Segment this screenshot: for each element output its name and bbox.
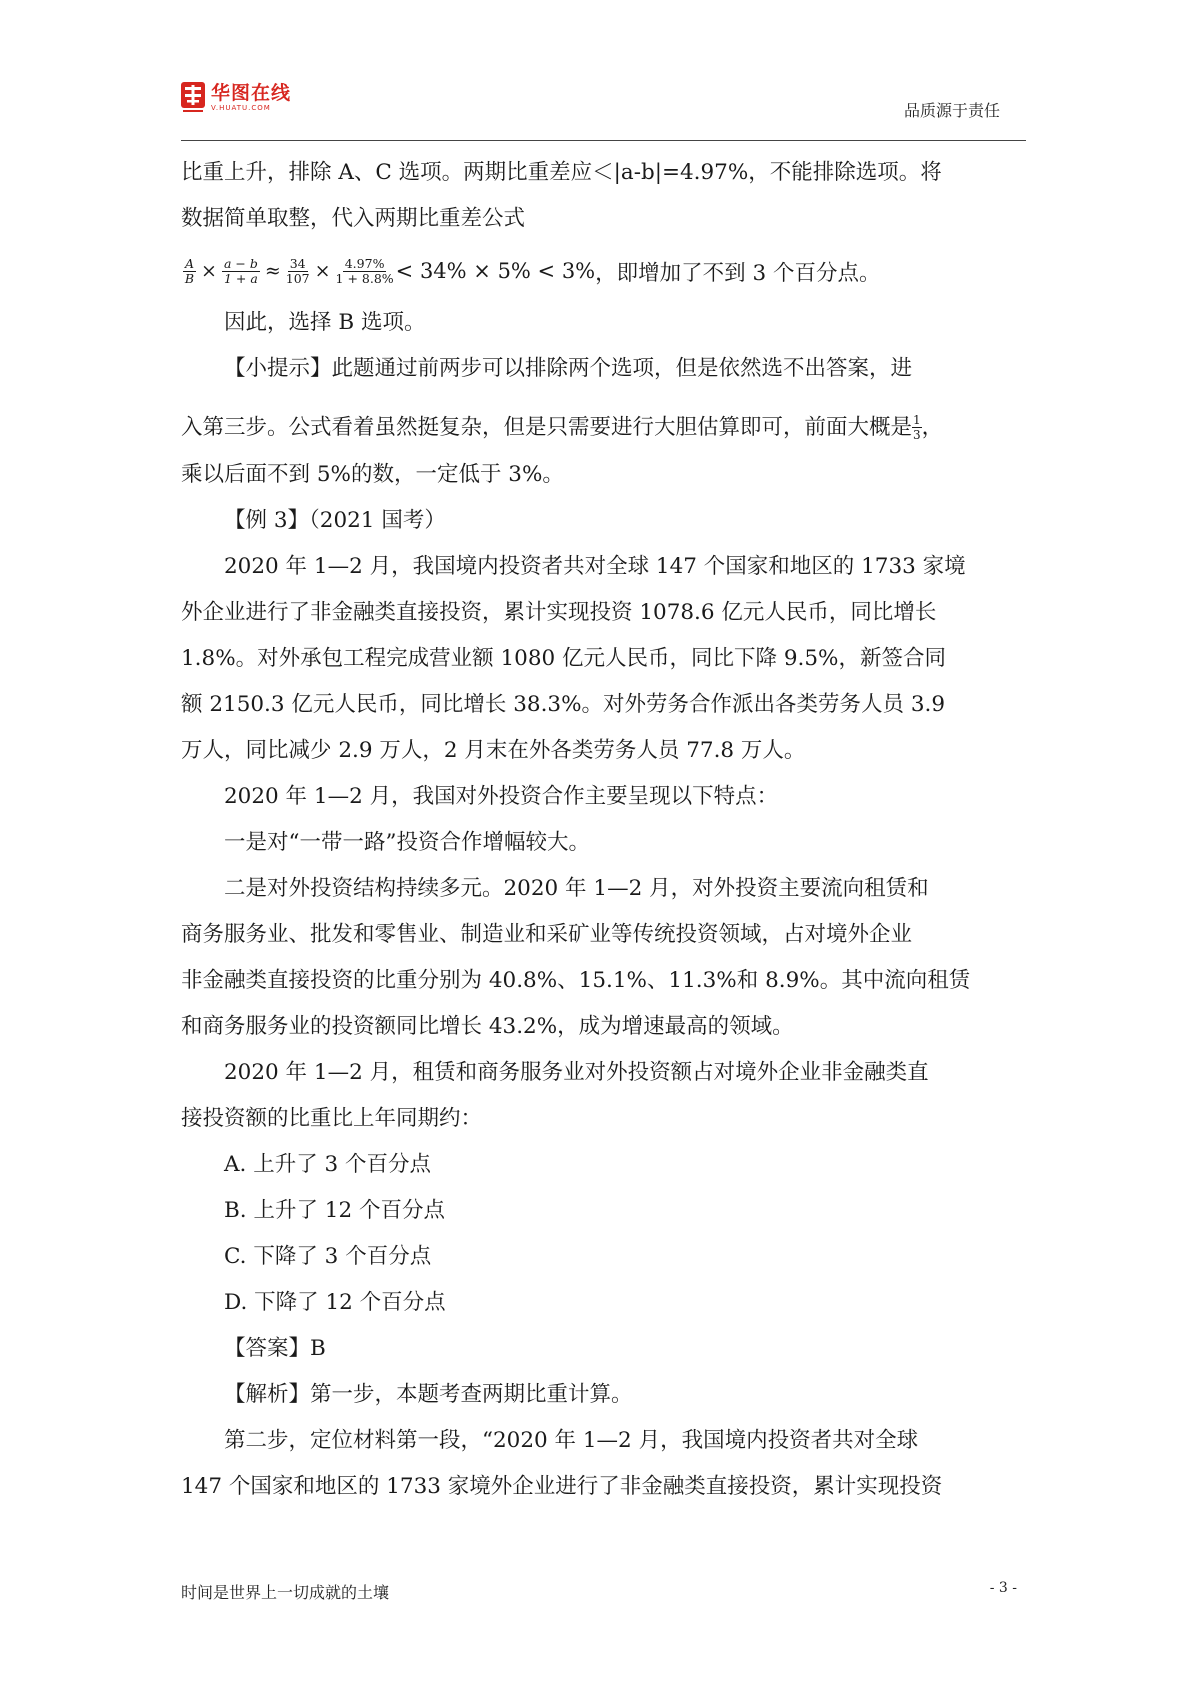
- text-line: 乘以后面不到 5%的数，一定低于 3%。: [181, 462, 564, 487]
- logo-url: V.HUATU.COM: [211, 104, 271, 112]
- times-symbol: ×: [201, 260, 217, 282]
- text-line: 因此，选择 B 选项。: [224, 310, 426, 335]
- fraction: [286, 257, 310, 286]
- times-symbol: ×: [314, 260, 331, 282]
- text-line: 2020 年 1—2 月，我国对外投资合作主要呈现以下特点：: [224, 784, 779, 809]
- fraction-denominator: 3: [913, 428, 921, 442]
- text-line: 二是对外投资结构持续多元。2020 年 1—2 月，对外投资主要流向租赁和: [224, 876, 929, 901]
- text-span: ，: [921, 415, 944, 440]
- fraction-denominator: 1 + a: [223, 270, 258, 286]
- text-line: 万人，同比减少 2.9 万人，2 月末在外各类劳务人员 77.8 万人。: [181, 738, 806, 763]
- approx-symbol: ≈: [264, 260, 281, 282]
- question-stem: 接投资额的比重比上年同期约：: [181, 1106, 483, 1131]
- huatu-logo: [181, 82, 291, 114]
- option-d: D. 下降了 12 个百分点: [224, 1290, 446, 1315]
- text-line: 额 2150.3 亿元人民币，同比增长 38.3%。对外劳务合作派出各类劳务人员 3.9: [181, 692, 946, 717]
- fraction: [222, 257, 260, 286]
- option-a: A. 上升了 3 个百分点: [224, 1152, 432, 1177]
- formula-tail: < 34% × 5% < 3%: [395, 259, 596, 283]
- fraction-numerator: a − b: [223, 255, 258, 271]
- fraction-numerator: 4.97%: [344, 255, 385, 271]
- tip-line: 【小提示】此题通过前两步可以排除两个选项，但是依然选不出答案，进: [224, 356, 913, 381]
- text-line: 第二步，定位材料第一段，“2020 年 1—2 月，我国境内投资者共对全球: [224, 1428, 919, 1453]
- huatu-logo-icon: [181, 82, 205, 114]
- fraction-numerator: 34: [289, 255, 306, 271]
- footer-motto: 时间是世界上一切成就的土壤: [181, 1583, 390, 1602]
- logo-name: 华图在线: [211, 82, 292, 104]
- question-stem: 2020 年 1—2 月，租赁和商务服务业对外投资额占对境外企业非金融类直: [224, 1060, 929, 1085]
- page-number: - 3 -: [989, 1580, 1017, 1596]
- formula-suffix: ，即增加了不到 3 个百分点。: [595, 260, 881, 286]
- analysis-line: 【解析】第一步，本题考查两期比重计算。: [224, 1382, 633, 1407]
- fraction: [912, 413, 922, 442]
- page-header: [181, 78, 1026, 140]
- document-body: [181, 150, 1021, 1510]
- text-line: 一是对“一带一路”投资合作增幅较大。: [224, 830, 590, 855]
- text-line: 和商务服务业的投资额同比增长 43.2%，成为增速最高的领域。: [181, 1014, 794, 1039]
- text-line: 外企业进行了非金融类直接投资，累计实现投资 1078.6 亿元人民币，同比增长: [181, 600, 937, 625]
- text-line: 商务服务业、批发和零售业、制造业和采矿业等传统投资领域，占对境外企业: [181, 922, 913, 947]
- text-span: 入第三步。公式看着虽然挺复杂，但是只需要进行大胆估算即可，前面大概是: [181, 415, 913, 440]
- fraction: [183, 257, 196, 286]
- example-heading: 【例 3】（2021 国考）: [224, 508, 446, 533]
- fraction-denominator: 1 + 8.8%: [335, 270, 394, 286]
- text-line: 1.8%。对外承包工程完成营业额 1080 亿元人民币，同比下降 9.5%，新签合同: [181, 646, 946, 671]
- fraction-numerator: 1: [913, 413, 921, 427]
- header-divider: [181, 140, 1026, 141]
- text-line: 比重上升，排除 A、C 选项。两期比重差应＜|a-b|=4.97%，不能排除选项。将: [181, 160, 942, 185]
- text-line: 2020 年 1—2 月，我国境内投资者共对全球 147 个国家和地区的 1733 家境: [224, 554, 966, 579]
- text-line: 147 个国家和地区的 1733 家境外企业进行了非金融类直接投资，累计实现投资: [181, 1474, 943, 1499]
- fraction-denominator: B: [184, 270, 195, 286]
- fraction-denominator: 107: [285, 270, 310, 286]
- fraction-numerator: A: [185, 255, 195, 271]
- fraction: [336, 257, 394, 286]
- answer-line: 【答案】B: [224, 1336, 326, 1361]
- option-b: B. 上升了 12 个百分点: [224, 1198, 445, 1223]
- text-line: 非金融类直接投资的比重分别为 40.8%、15.1%、11.3%和 8.9%。其中流向租赁: [181, 968, 971, 993]
- text-line: 数据简单取整，代入两期比重差公式: [181, 206, 526, 231]
- option-c: C. 下降了 3 个百分点: [224, 1244, 432, 1269]
- header-tagline: 品质源于责任: [903, 101, 1000, 120]
- ratio-formula: [181, 242, 1021, 300]
- text-line: [181, 392, 1021, 452]
